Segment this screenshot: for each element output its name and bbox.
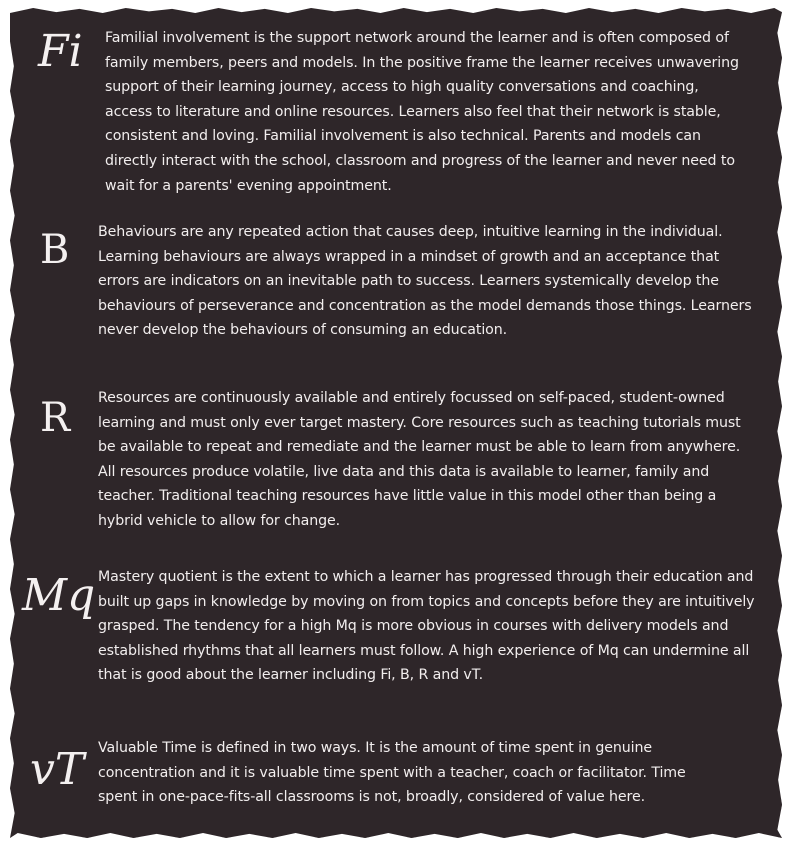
entry-letter-r: R [40,395,71,441]
entry-text-vt: Valuable Time is defined in two ways. It is the amount of time spent in genuine concentration and it is valuable time spent with a teacher, coach or facilitator. Time spent in one-pace-fits-all classrooms is not, broadly, considered of value here. [98,740,686,806]
entry-text-mq: Mastery quotient is the extent to which a learner has progressed through their education and built up gaps in knowledge by moving on from topics and concepts before they are intuitively grasped. The tendency for a high Mq is more obvious in courses with delivery models and established rhythms that all learners must follow. A high experience of Mq can undermine all that is good about the learner including Fi, B, R and vT. [98,569,755,684]
entry-text-b: Behaviours are any repeated action that causes deep, intuitive learning in the individual. Learning behaviours are always wrapped in a mindset of growth and an acceptance that errors are indicators on an inevitable path to success. Learners systemically develop the behaviours of perseverance and concentration as the model demands those things. Learners never develop the behaviours of consuming an education. [98,224,752,339]
entry-letter-b: B [40,227,70,273]
entry-text-fi: Familial involvement is the support network around the learner and is often composed of family members, peers and models. In the positive frame the learner receives unwavering support of their learning journey, access to high quality conversations and coaching, access to literature and online resources. Learners also feel that their network is stable, consistent and loving. Familial involvement is also technical. Parents and models can directly interact with the school, classroom and progress of the learner and never need to wait for a parents' evening appointment. [105,30,739,194]
entry-letter-vt: vT [30,744,85,795]
entry-letter-mq: Mq [22,570,96,621]
entry-text-r: Resources are continuously available and entirely focussed on self-paced, student-owned learning and must only ever target mastery. Core resources such as teaching tutorials must be available to repeat and remediate and the learner must be able to learn from anywhere. All resources produce volatile, live data and this data is available to learner, family and teacher. Traditional teaching resources have little value in this model other than being a hybrid vehicle to allow for change. [98,390,741,529]
entry-letter-fi: Fi [38,26,83,77]
